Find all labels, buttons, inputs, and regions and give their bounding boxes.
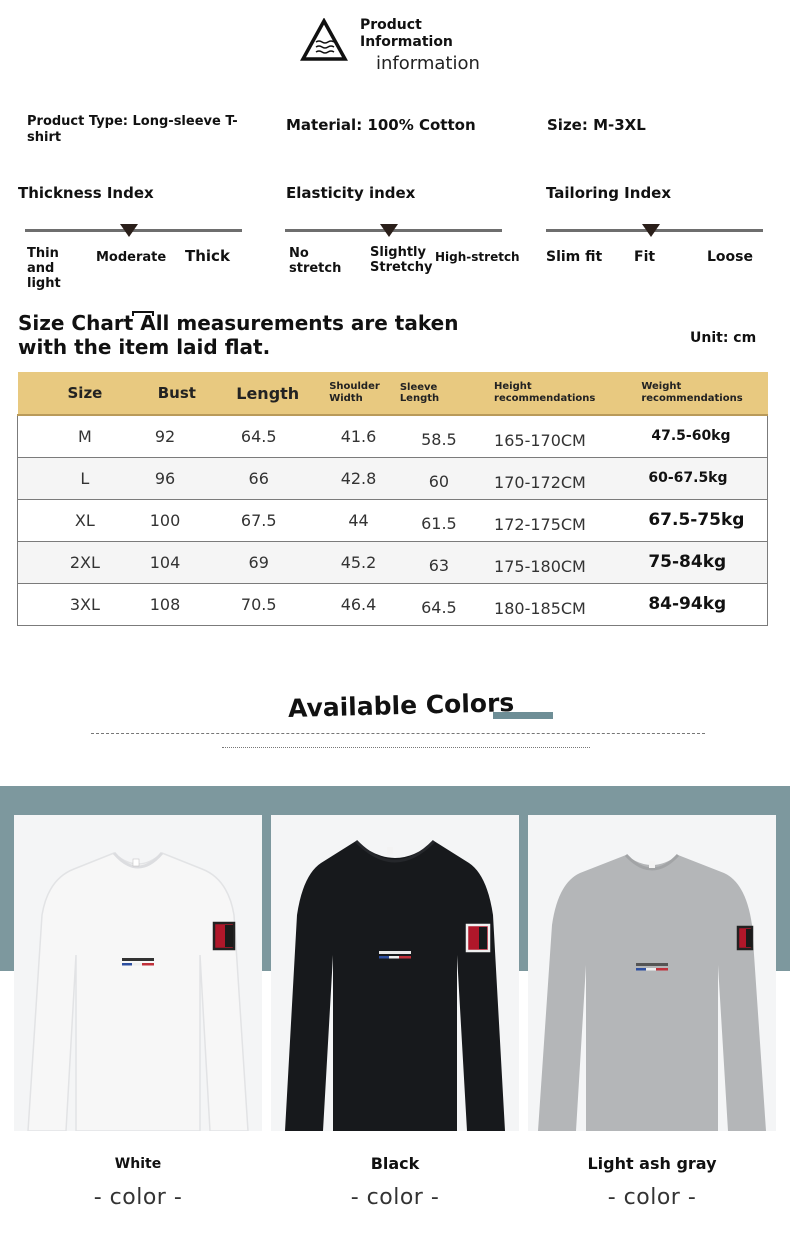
cell-bust: 108 — [149, 594, 181, 614]
elasticity-marker-icon — [380, 224, 398, 237]
color-name-black: Black — [370, 1154, 420, 1173]
dashed-divider — [91, 733, 705, 734]
size-table — [17, 372, 768, 626]
cell-height: 180-185CM — [494, 598, 586, 618]
size-chart-title: Size Chart All measurements are taken with the item laid flat. — [18, 311, 459, 359]
cell-height: 170-172CM — [494, 472, 586, 492]
cell-weight: 67.5-75kg — [648, 510, 745, 530]
cell-weight: 75-84kg — [648, 552, 727, 572]
cell-shoulder: 44 — [348, 510, 369, 530]
col-header-length: Length — [236, 383, 300, 403]
thickness-marker-icon — [120, 224, 138, 237]
cell-length: 64.5 — [240, 426, 277, 446]
cell-height: 172-175CM — [494, 514, 586, 534]
color-sub-gray: - color - — [607, 1185, 697, 1210]
thickness-label-thick: Thick — [185, 247, 230, 265]
cell-length: 67.5 — [240, 510, 277, 530]
cell-length: 69 — [248, 552, 269, 572]
cell-length: 66 — [248, 468, 269, 488]
cell-sleeve: 60 — [428, 471, 450, 491]
cell-bust: 96 — [154, 468, 176, 488]
section-subtitle: information — [376, 53, 480, 74]
triangle-waves-icon — [300, 18, 348, 62]
color-card-white[interactable] — [14, 815, 262, 1131]
cell-height: 165-170CM — [494, 430, 586, 450]
cell-height: 175-180CM — [494, 556, 586, 576]
dotted-divider — [222, 747, 590, 748]
elasticity-index-title: Elasticity index — [286, 184, 416, 202]
cell-bust: 104 — [149, 552, 181, 572]
cell-shoulder: 42.8 — [340, 468, 377, 488]
product-material: Material: 100% Cotton — [286, 116, 476, 134]
color-name-white: White — [114, 1156, 162, 1172]
col-header-shoulder: Shoulder Width — [329, 381, 380, 404]
color-card-light-ash-gray[interactable] — [528, 815, 776, 1131]
table-header-row — [18, 372, 768, 415]
color-sub-white: - color - — [93, 1185, 183, 1210]
elasticity-label-high: High-stretch — [435, 250, 520, 264]
cell-shoulder: 45.2 — [340, 552, 377, 572]
color-card-black[interactable] — [271, 815, 519, 1131]
thickness-index-title: Thickness Index — [18, 184, 154, 202]
unit-label: Unit: cm — [690, 330, 757, 346]
cell-size: XL — [74, 510, 95, 530]
cell-size: 3XL — [69, 594, 100, 614]
cell-size: M — [77, 426, 92, 446]
elasticity-label-no-stretch: No stretch — [289, 246, 342, 276]
tailoring-index-title: Tailoring Index — [546, 184, 672, 202]
table-row — [18, 541, 768, 583]
cell-size: L — [80, 468, 90, 488]
col-header-weight: Weight recommendations — [641, 381, 743, 404]
cell-weight: 84-94kg — [648, 594, 727, 614]
cell-weight: 60-67.5kg — [648, 470, 728, 486]
table-row — [18, 499, 768, 541]
cell-weight: 47.5-60kg — [651, 428, 731, 445]
title-line-1: Product — [360, 17, 422, 33]
thickness-label-moderate: Moderate — [96, 250, 167, 265]
tailoring-label-loose: Loose — [707, 249, 753, 265]
cell-size: 2XL — [69, 552, 100, 572]
tailoring-label-slim: Slim fit — [546, 249, 603, 265]
color-name-gray: Light ash gray — [587, 1154, 717, 1173]
col-header-height: Height recommendations — [494, 381, 596, 404]
col-header-bust: Bust — [157, 384, 196, 402]
tailoring-marker-icon — [642, 224, 660, 237]
bracket-mark-icon — [132, 311, 154, 316]
cell-bust: 92 — [154, 426, 176, 446]
color-sub-black: - color - — [350, 1185, 440, 1210]
title-line-2: Information — [360, 34, 453, 50]
section-title — [360, 17, 453, 51]
product-type: Product Type: Long-sleeve T-shirt — [27, 114, 238, 145]
tshirt-gray-image — [528, 815, 776, 1131]
cell-shoulder: 41.6 — [340, 426, 377, 446]
available-colors-title: Available Colors — [287, 688, 515, 723]
table-row — [18, 457, 768, 499]
cell-length: 70.5 — [240, 594, 277, 614]
table-row — [18, 415, 768, 457]
cell-sleeve: 58.5 — [421, 429, 457, 449]
elasticity-label-slightly: Slightly Stretchy — [370, 245, 433, 275]
col-header-size: Size — [67, 384, 103, 402]
col-header-sleeve: Sleeve Length — [399, 382, 440, 404]
cell-shoulder: 46.4 — [340, 594, 377, 614]
tailoring-label-fit: Fit — [634, 249, 656, 265]
cell-sleeve: 64.5 — [421, 597, 457, 617]
cell-sleeve: 61.5 — [421, 513, 457, 533]
cell-bust: 100 — [149, 510, 181, 530]
product-size-range: Size: M-3XL — [547, 116, 646, 134]
tshirt-black-image — [271, 815, 519, 1131]
cell-sleeve: 63 — [428, 555, 450, 575]
thickness-label-thin: Thin and light — [27, 246, 61, 291]
table-row — [18, 583, 768, 625]
tshirt-white-image — [14, 815, 262, 1131]
